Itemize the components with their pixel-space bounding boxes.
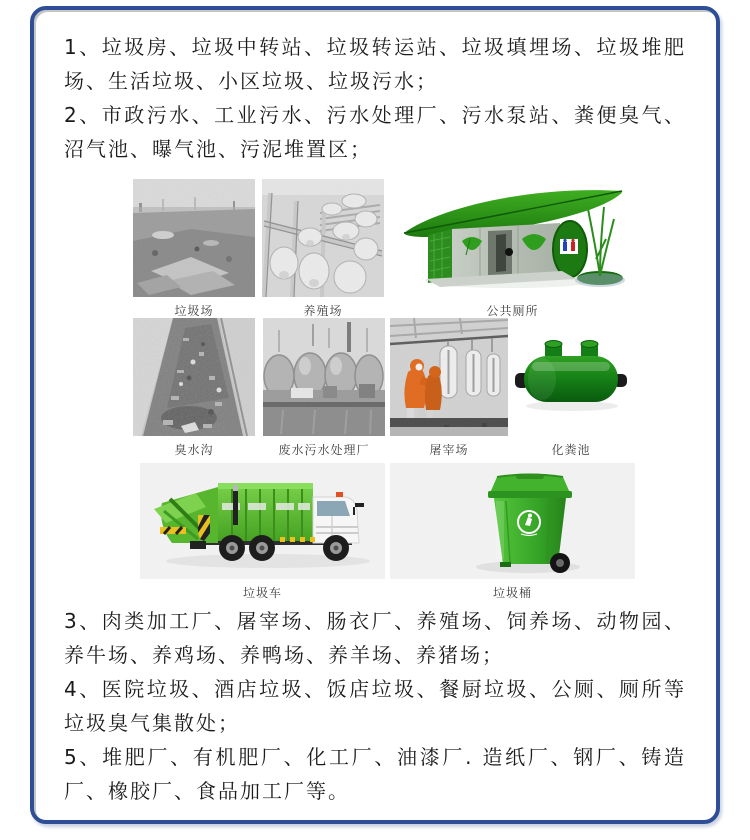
public-toilet-render bbox=[400, 179, 625, 297]
figure-garbage-bin bbox=[390, 463, 635, 601]
slaughterhouse-photo bbox=[390, 318, 508, 436]
figure-pig-farm bbox=[262, 179, 384, 319]
figure-garbage-truck bbox=[140, 463, 385, 601]
figure-slaughterhouse bbox=[390, 318, 508, 458]
paragraph-3: 3、肉类加工厂、屠宰场、肠衣厂、养殖场、饲养场、动物园、养牛场、养鸡场、养鸭场、养羊场、养猪场； bbox=[64, 609, 686, 667]
landfill-photo bbox=[133, 179, 255, 297]
garbage-bin-render bbox=[390, 463, 635, 579]
figure-sewage-plant bbox=[263, 318, 385, 458]
figure-smelly-ditch bbox=[133, 318, 255, 458]
figure-caption: 臭水沟 bbox=[174, 443, 214, 457]
figure-caption: 公共厕所 bbox=[486, 304, 539, 318]
septic-tank-render bbox=[512, 318, 630, 436]
figure-caption: 垃圾场 bbox=[174, 304, 214, 318]
figure-septic-tank bbox=[512, 318, 630, 458]
figure-caption: 垃圾桶 bbox=[492, 586, 532, 600]
pig-farm-photo bbox=[262, 179, 384, 297]
figure-caption: 养殖场 bbox=[303, 304, 343, 318]
figure-public-toilet bbox=[400, 179, 625, 319]
paragraph-5: 5、堆肥厂、有机肥厂、化工厂、油漆厂. 造纸厂、钢厂、铸造厂、橡胶厂、食品加工厂等。 bbox=[64, 745, 686, 803]
figure-caption: 垃圾车 bbox=[242, 586, 282, 600]
sewage-plant-photo bbox=[263, 318, 385, 436]
figure-grid bbox=[64, 174, 686, 604]
bordered-content-panel bbox=[30, 6, 720, 824]
garbage-truck-render bbox=[140, 463, 385, 579]
paragraph-1: 1、垃圾房、垃圾中转站、垃圾转运站、垃圾填埋场、垃圾堆肥场、生活垃圾、小区垃圾、垃圾污水； bbox=[64, 35, 686, 93]
figure-caption: 废水污水处理厂 bbox=[278, 443, 370, 457]
figure-landfill bbox=[133, 179, 255, 319]
smelly-ditch-photo bbox=[133, 318, 255, 436]
figure-caption: 化粪池 bbox=[551, 443, 591, 457]
paragraph-2: 2、市政污水、工业污水、污水处理厂、污水泵站、粪便臭气、沼气池、曝气池、污泥堆置区； bbox=[64, 103, 686, 161]
paragraph-4: 4、医院垃圾、酒店垃圾、饭店垃圾、餐厨垃圾、公厕、厕所等垃圾臭气集散处； bbox=[64, 677, 686, 735]
figure-caption: 屠宰场 bbox=[429, 443, 469, 457]
